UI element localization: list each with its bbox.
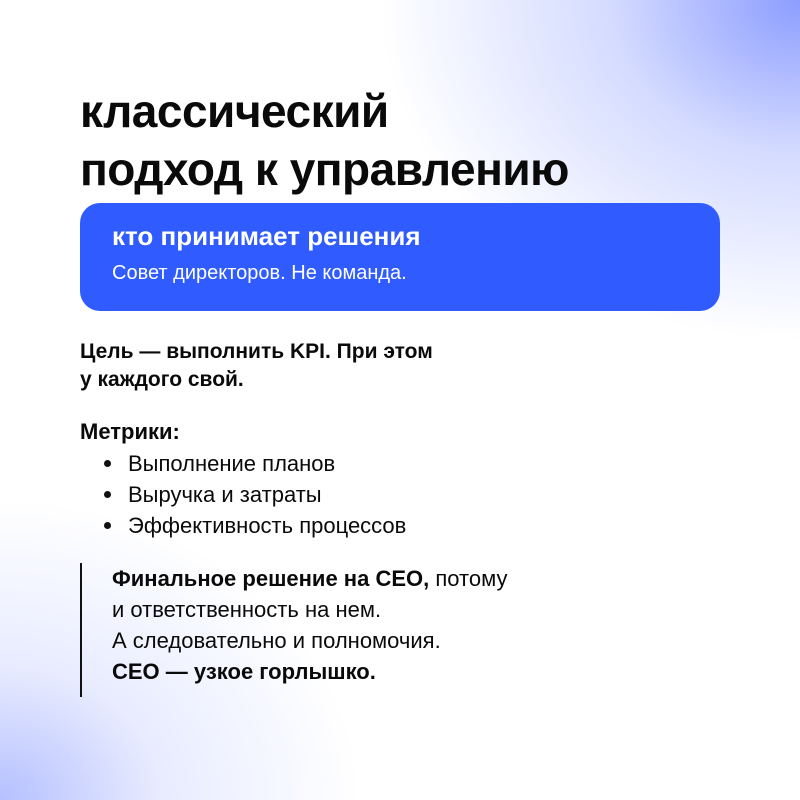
metric-label: Выручка и затраты [128, 482, 322, 507]
quote-line-4-bold: CEO — узкое горлышко. [112, 659, 376, 684]
ceo-quote [80, 563, 507, 697]
goal-line-1: Цель — выполнить KPI. При этом [80, 340, 433, 363]
goal-line-2: у каждого свой. [80, 368, 244, 391]
quote-line-4 [112, 656, 507, 687]
goal-statement [80, 338, 433, 394]
bullet-icon [104, 491, 111, 498]
metric-label: Эффективность процессов [128, 513, 407, 538]
metrics-title: Метрики: [80, 419, 180, 444]
quote-line-1-bold: Финальное решение на CEO, [112, 566, 430, 591]
quote-line-1-rest: потому [429, 566, 508, 591]
page-title [80, 82, 569, 198]
quote-line-2: и ответственность на нем. [112, 597, 382, 622]
quote-line-3: А следовательно и полномочия. [112, 628, 441, 653]
card-heading: кто принимает решения [112, 221, 421, 251]
decision-makers-card [80, 203, 720, 311]
metric-label: Выполнение планов [128, 451, 336, 476]
list-item [102, 510, 406, 541]
card-text: Совет директоров. Не команда. [112, 262, 407, 284]
title-line-1: классический [80, 85, 389, 137]
list-item [102, 448, 406, 479]
bullet-icon [104, 460, 111, 467]
list-item [102, 479, 406, 510]
bullet-icon [104, 522, 111, 529]
metrics-list [102, 448, 406, 541]
title-line-2: подход к управлению [80, 143, 569, 195]
quote-line-1 [112, 563, 507, 594]
